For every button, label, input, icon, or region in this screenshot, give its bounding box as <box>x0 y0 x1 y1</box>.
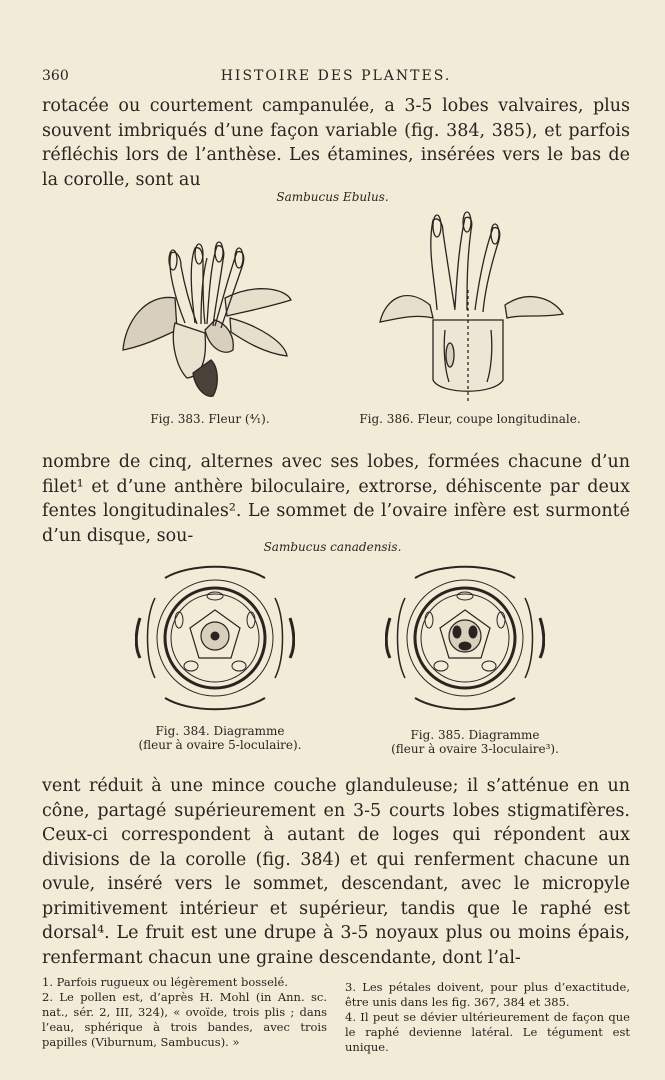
paragraph-2-text: nombre de cinq, alternes avec ses lobes, formées chacune d’un filet¹ et d’une anthère biloculaire, extrorse, déhiscente par deux fentes longitudinales². Le sommet de l’ovaire infère est surmonté d’un disque, sou- <box>42 452 630 546</box>
fig-383-caption: Fig. 383. Fleur (⁴⁄₁). <box>150 412 270 426</box>
paragraph-1-text: rotacée ou courtement campanulée, a 3-5 lobes valvaires, plus souvent imbriqués d’une façon variable (fig. 384, 385), et parfois réfléchis lors de l’anthèse. Les étamines, insérées vers le bas de la corolle, sont au <box>42 96 630 190</box>
fig-385-caption <box>370 728 580 756</box>
fig-386-section-illustration <box>375 210 570 405</box>
figure-title-ebulus: Sambucus Ebulus. <box>276 190 389 204</box>
fig-385-diagram <box>385 558 545 718</box>
fig-384-caption <box>120 724 320 752</box>
page-header <box>42 68 630 88</box>
running-title: HISTOIRE DES PLANTES. <box>220 68 452 84</box>
paragraph-2 <box>42 450 630 548</box>
footnote-4: 4. Il peut se dévier ultérieurement de façon que le raphé devienne latéral. Le tégument est unique. <box>345 1010 630 1054</box>
footnote-3: 3. Les pétales doivent, pour plus d’exactitude, être unis dans les fig. 367, 384 et 385. <box>345 980 630 1009</box>
footnotes-right <box>345 980 630 1055</box>
footnotes-left <box>42 975 327 1050</box>
footnote-1: 1. Parfois rugueux ou légèrement bosselé. <box>42 975 289 989</box>
fig-384-caption-line-2: (fleur à ovaire 5-loculaire). <box>138 738 302 752</box>
fig-385-caption-line-1: Fig. 385. Diagramme <box>410 728 540 742</box>
paragraph-1 <box>42 94 630 192</box>
footnote-2: 2. Le pollen est, d’après H. Mohl (in Ann. sc. nat., sér. 2, III, 324), « ovoïde, trois plis ; dans l’eau, sphérique à trois bandes, avec trois papilles (Viburnum, Sambucus). » <box>42 990 327 1049</box>
fig-385-caption-line-2: (fleur à ovaire 3-loculaire³). <box>391 742 559 756</box>
fig-386-caption: Fig. 386. Fleur, coupe longitudinale. <box>359 412 581 426</box>
fig-384-caption-line-1: Fig. 384. Diagramme <box>155 724 285 738</box>
page-number: 360 <box>42 68 69 84</box>
fig-384-diagram <box>135 558 295 718</box>
paragraph-3-text: vent réduit à une mince couche glanduleuse; il s’atténue en un cône, partagé supérieurement en 3-5 courts lobes stigmatifères. Ceux-ci correspondent à autant de loges qui répondent aux divisions de la corolle (fig. 384) et qui renferment chacune un ovule, inséré vers le sommet, descendant, avec le micropyle primitivement intérieur et supérieur, tandis que le raphé est dorsal⁴. Le fruit est une drupe à 3-5 noyaux plus ou moins épais, renfermant chacun une graine descendante, dont l’al- <box>42 776 630 968</box>
paragraph-3 <box>42 774 630 970</box>
figure-title-canadensis: Sambucus canadensis. <box>263 540 402 554</box>
fig-383-flower-illustration <box>115 238 300 403</box>
